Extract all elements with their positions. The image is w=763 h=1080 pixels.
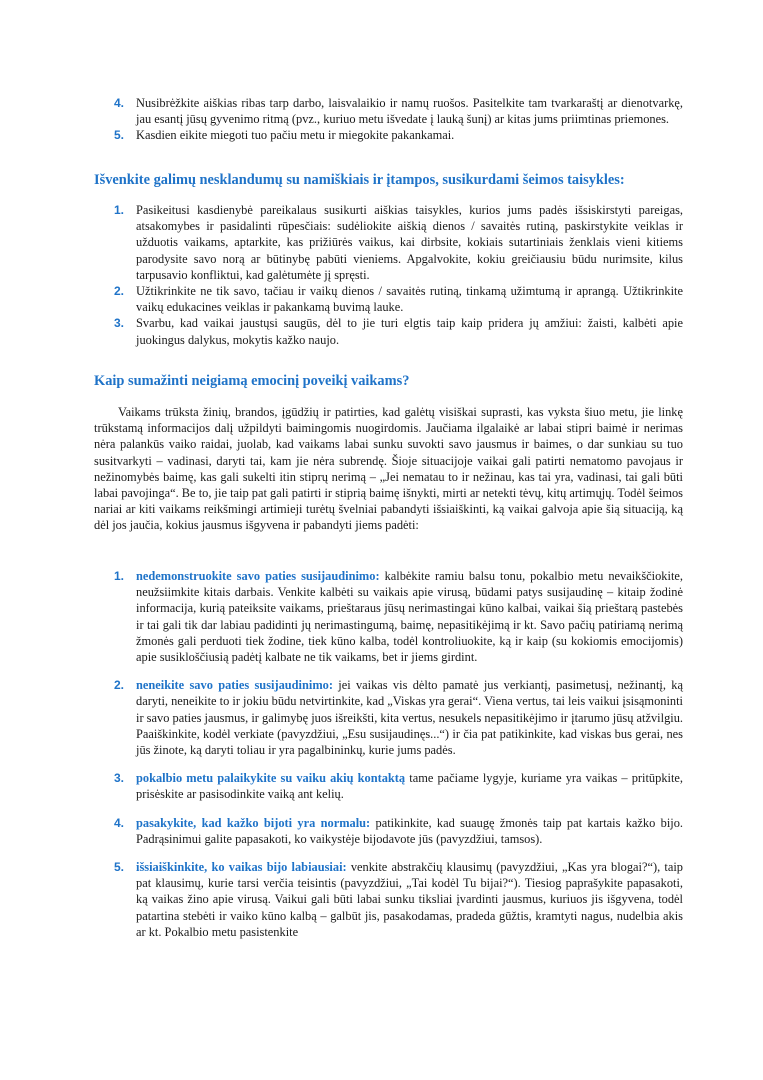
- list-number: 2.: [114, 284, 125, 299]
- list-item-text: Svarbu, kad vaikai jaustųsi saugūs, dėl to jie turi elgtis taip kaip pridera jų amžiui: žaisti, kalbėti apie juokingus dalykus, mokytis kažko naujo.: [136, 316, 683, 347]
- list-item-text: Užtikrinkite ne tik savo, tačiau ir vaikų dienos / savaitės rutiną, tinkamą užimtumą ir aprangą. Užtikrinkite vaikų edukacines veiklas ir pakankamą buvimą lauke.: [136, 284, 683, 315]
- list-item-text: Pasikeitusi kasdienybė pareikalaus susikurti aiškias taisykles, kurios jums padės išsiskirstyti pareigas, atsakomybes ir pasidalinti rūpesčiais: sudėliokite aiškią dienos / savaitės rutiną, paskirstykite veiklas ir užduotis vaikams, aptarkite, kas prižiūrės vaikus, kai dirbsite, kokiais sutartiniais ženklais vieni kitiems parodysite savo norą ar būtinybę pabūti vieniems. Apgalvokite, kokiu greičiausiu būdu nurimsite, kilus tarpusavio konfliktui, kad galėtumėte jį spręsti.: [136, 203, 683, 282]
- list-number: 3.: [114, 771, 125, 786]
- list-item: [94, 127, 683, 143]
- list-item: [94, 770, 683, 802]
- list-item-lead: pasakykite, kad kažko bijoti yra normalu:: [136, 815, 371, 830]
- list-item-lead: neneikite savo paties susijaudinimo:: [136, 678, 333, 693]
- family-rules-list: [94, 202, 683, 348]
- list-item-text: jei vaikas vis dėlto pamatė jus verkiantį, pasimetusį, nežinantį, ką daryti, neneikite to ir jokiu būdu netvirtinkite, kad „Viskas yra gerai“. Viena vertus, tai leis vaikui įsisąmoninti ir savo paties jausmus, ir galimybę juos išreikšti, kita vertus, nesukels nepasitikėjimo ir įtarumo jūsų atžvilgiu. Paaiškinkite, kodėl verkiate (pavyzdžiui, „Esu susijaudinęs...“) ir čia pat patikinkite, kad viskas bus gerai, nes jūs žinote, ką daryti toliau ir yra pagalbininkų, kurie jums padės.: [136, 678, 683, 758]
- advice-list: [94, 568, 683, 940]
- emotional-impact-heading: Kaip sumažinti neigiamą emocinį poveikį vaikams?: [94, 373, 410, 389]
- list-item-text: Nusibrėžkite aiškias ribas tarp darbo, laisvalaikio ir namų ruošos. Pasitelkite tam tvarkaraštį ar dienotvarkę, jau esantį jūsų gyvenimo ritmą (pvz., kuriuo metu išvedate į lauką šunį) ar kitas jums priimtinas priemones.: [136, 96, 683, 127]
- list-item: [94, 859, 683, 940]
- list-item-text: venkite abstrakčių klausimų (pavyzdžiui, „Kas yra blogai?“), taip pat klausimų, kurie tarsi verčia teisintis (pavyzdžiui, „Tai kodėl Tu bijai?“). Tiesiog paprašykite papasakoti, ką vaikas žino apie virusą. Vaikui gali būti labai sunku tiksliai įvardinti jausmus, kuriuos jis išgyvena, todėl patartina stebėti ir vaiko kūno kalbą – galbūt jis, pasakodamas, pradeda gūžtis, kramtyti nagus, nudelbia akis ar kt. Pokalbio metu pasistenkite: [136, 860, 683, 939]
- list-item: [94, 568, 683, 665]
- list-number: 2.: [114, 678, 125, 693]
- list-number: 1.: [114, 569, 125, 583]
- list-item: [94, 95, 683, 127]
- list-item: [94, 677, 683, 758]
- list-number: 4.: [114, 815, 125, 830]
- list-item-lead: pokalbio metu palaikykite su vaiku akių kontaktą: [136, 771, 406, 786]
- list-number: 1.: [114, 203, 125, 217]
- list-item: [94, 202, 683, 283]
- intro-paragraph: Vaikams trūksta žinių, brandos, įgūdžių ir patirties, kad galėtų visiškai suprasti, kas vyksta šiuo metu, jie linkę trūkstamą informacijos dalį užpildyti baimingomis nuogirdomis. Jaučiama ilgalaikė ar labai stipri baimė ir nerimas nėra palankūs vaiko raidai, juolab, kad vaikams labai sunku suvokti savo jausmus ir baimes, o dar sunkiau su tuo susitvarkyti – vadinasi, daryti tai, kam jie nėra subrendę. Šioje situacijoje vaikai gali patirti nematomo pavojaus ir nežinomybės baimę, kas gali sukelti itin stiprų nerimą – „Jei nematau to ir nežinau, kas tai yra, vadinasi, tai gali būti labai pavojinga“. Be to, jie taip pat gali patirti ir stiprią baimę išnykti, mirti ar netekti tėvų, kitų artimųjų. Todėl šeimos nariai ar kiti vaikams reikšmingi artimieji turėtų švelniai pabandyti išsiaiškinti, ką vaikai galvoja apie šią situaciją, ką dėl jos jaučia, kokius jausmus išgyvena ir pabandyti jiems padėti:: [94, 405, 683, 533]
- list-item-text: patikinkite, kad suaugę žmonės taip pat kartais kažko bijo. Padrąsinimui galite papasakoti, ko vaikystėje bijodavote jūs (pavyzdžiui, tamsos).: [136, 815, 684, 846]
- list-number: 5.: [114, 128, 125, 143]
- list-item-text: kalbėkite ramiu balsu tonu, pokalbio metu nevaikščiokite, neužsiimkite kitais darbais. Venkite kalbėti su vaikais apie virusą, būdami patys susijaudinę – kitaip žodinė informacija, kurią pateiksite vaikams, prieštaraus jūsų nerimastingai kūno kalbai, vaikai šią prieštarą pastebės ir tai gali tik dar labiau padidinti jų nerimastingumą, baimę, nepasitikėjimą ir kt. Savo pačių patiriamą nerimą žmonės gali perduoti tiek žodine, tiek kūno kalba, todėl kontroliuokite, ką ir kaip (su kokiomis emocijomis) apie susikloščiusią padėtį kalbate ne tik vaikams, bet ir jiems girdint.: [136, 569, 683, 665]
- list-item-text: tame pačiame lygyje, kuriame yra vaikas – pritūpkite, prisėskite ar pasisodinkite vaiką ant kelių.: [136, 771, 684, 802]
- list-number: 5.: [114, 860, 125, 875]
- list-item-lead: išsiaiškinkite, ko vaikas bijo labiausiai:: [136, 860, 347, 875]
- list-item-text: Kasdien eikite miegoti tuo pačiu metu ir miegokite pakankamai.: [136, 128, 455, 143]
- list-item-lead: nedemonstruokite savo paties susijaudinimo:: [136, 569, 380, 583]
- time-management-list: [94, 95, 683, 144]
- list-item: [94, 283, 683, 315]
- list-number: 3.: [114, 316, 125, 331]
- list-item: [94, 315, 683, 347]
- list-item: [94, 815, 683, 847]
- family-rules-heading: Išvenkite galimų nesklandumų su namiškiais ir įtampos, susikurdami šeimos taisykles:: [94, 172, 625, 188]
- list-number: 4.: [114, 96, 125, 110]
